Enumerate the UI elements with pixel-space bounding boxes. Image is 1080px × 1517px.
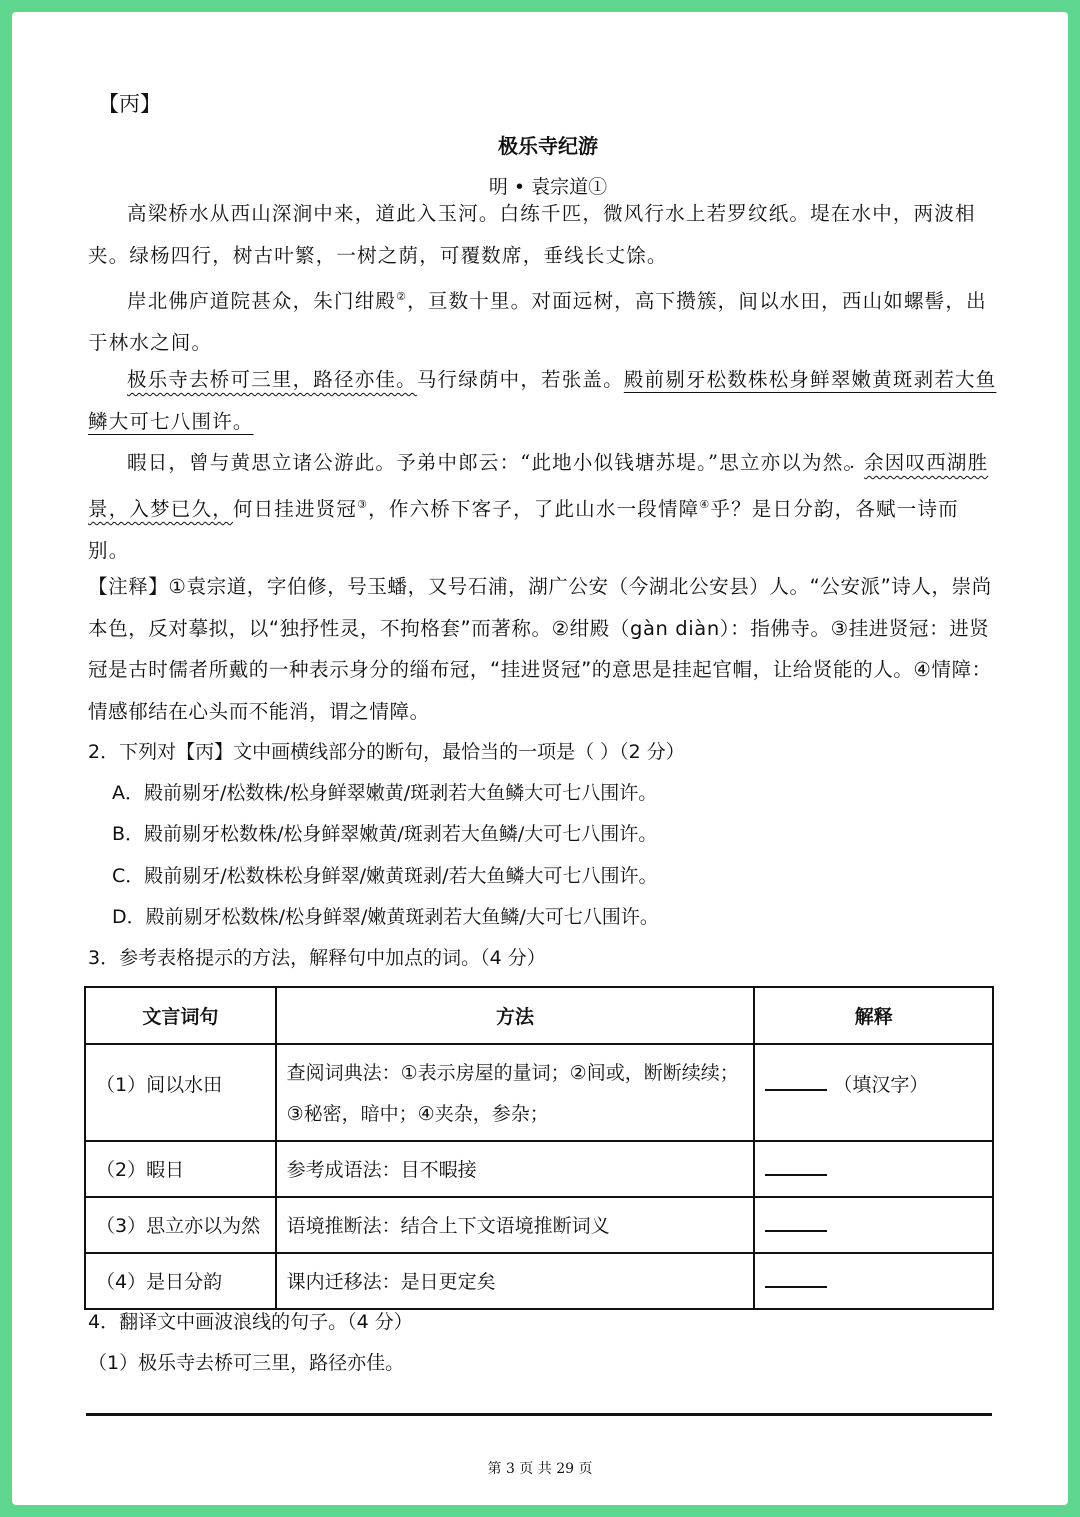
table-header: 文言词句 — [85, 987, 276, 1044]
answer-cell[interactable] — [754, 1044, 993, 1141]
text: 何日挂进贤冠 — [232, 497, 358, 520]
table-row — [85, 1141, 993, 1197]
underlined-sentence: 殿前剔牙松数株松身鲜翠嫩黄斑剥若大鱼鳞大可七八围许。 — [88, 368, 997, 433]
table-row — [85, 1197, 993, 1253]
option-a[interactable]: A．殿前剔牙/松数株/松身鲜翠嫩黄/斑剥若大鱼鳞大可七八围许。 — [112, 782, 658, 804]
text: 日 — [165, 1159, 185, 1181]
method-cell — [276, 1141, 755, 1197]
footnote-ref: ③ — [357, 497, 369, 511]
text: 乎？是日 — [710, 497, 794, 520]
answer-cell[interactable] — [754, 1141, 993, 1197]
text: 以水田，西山如螺髻，出于林水之间。 — [88, 289, 987, 354]
answer-line[interactable] — [86, 1413, 992, 1416]
dotted-word: 定 · — [458, 1271, 477, 1293]
passage-title: 极乐寺纪游 — [498, 134, 598, 158]
dotted-word: 间 · — [146, 1074, 165, 1096]
phrase-cell — [85, 1044, 276, 1141]
phrase-cell — [85, 1141, 276, 1197]
table-header: 方法 — [276, 987, 755, 1044]
option-b[interactable]: B．殿前剔牙松数株/松身鲜翠嫩黄/斑剥若大鱼鳞/大可七八围许。 — [112, 823, 658, 845]
passage-author: 明 • 袁宗道① — [488, 176, 608, 198]
question-4-sub-1: （1）极乐寺去桥可三里，路径亦佳。 — [88, 1352, 405, 1374]
wavy-underlined-sentence: 余因叹西湖胜景，入梦已久， — [88, 451, 989, 520]
table-header: 解释 — [754, 987, 993, 1044]
text: 接 — [457, 1159, 477, 1181]
text: （3）思立亦以为 — [96, 1215, 242, 1237]
text: 韵 — [203, 1271, 223, 1293]
text: 岸北佛庐道院甚众，朱门绀殿 — [127, 289, 397, 313]
footnote-ref: ② — [396, 290, 408, 303]
method-cell — [276, 1253, 755, 1309]
text: ，亘数十里。对面远树，高下攒簇， — [407, 289, 739, 313]
dotted-word: 然 · — [823, 451, 844, 474]
question-3-stem: 3．参考表格提示的方法，解释句中加点的词。（4 分） — [88, 947, 546, 969]
dotted-word: 暇 · — [127, 451, 148, 474]
text: 马行绿荫中，若张盖。 — [416, 368, 624, 391]
answer-blank[interactable] — [765, 1067, 827, 1091]
text: 参考成语法：目不 — [286, 1159, 439, 1181]
text: （1） — [96, 1074, 147, 1096]
paragraph-4 — [88, 442, 998, 571]
section-tag: 【丙】 — [98, 92, 161, 116]
option-c[interactable]: C．殿前剔牙/松数株松身鲜翠/嫩黄斑剥/若大鱼鳞大可七八围许。 — [112, 865, 658, 887]
phrase-cell — [85, 1197, 276, 1253]
table-header-row — [85, 987, 993, 1044]
table-row — [85, 1253, 993, 1309]
dotted-word: 分 · — [184, 1271, 203, 1293]
answer-table — [84, 986, 994, 1310]
dotted-word: 分 · — [793, 497, 814, 520]
answer-cell[interactable] — [754, 1253, 993, 1309]
table-row — [85, 1044, 993, 1141]
answer-blank[interactable] — [765, 1152, 827, 1176]
answer-blank[interactable] — [765, 1208, 827, 1232]
answer-cell[interactable] — [754, 1197, 993, 1253]
text: ，作六桥下客子，了此山水一段情障 — [368, 497, 700, 520]
paragraph-2 — [88, 276, 998, 364]
text: （2） — [96, 1159, 147, 1181]
text: 矣 — [476, 1271, 496, 1293]
dotted-word: 然 · — [241, 1215, 260, 1237]
answer-blank[interactable] — [765, 1264, 827, 1288]
paragraph-1: 高梁桥水从西山深涧中来，道此入玉河。白练千匹，微风行水上若罗纹纸。堤在水中，两波相夹。绿杨四行，树古叶繁，一树之荫，可覆数席，垂线长丈馀。 — [88, 202, 976, 267]
dotted-word: 间 · — [738, 290, 759, 313]
question-2-stem: 2．下列对【丙】文中画横线部分的断句，最恰当的一项是（ ）（2 分） — [88, 741, 685, 763]
text: 以水田 — [165, 1074, 223, 1096]
notes-label: 【注释】 — [88, 575, 169, 598]
dotted-word: 暇 · — [146, 1159, 165, 1181]
wavy-underlined-sentence: 极乐寺去桥可三里，路径亦佳。 — [127, 368, 417, 391]
question-4-stem: 4．翻译文中画波浪线的句子。（4 分） — [88, 1311, 413, 1333]
notes-text: ①袁宗道，字伯修，号玉蟠，又号石浦，湖广公安（今湖北公安县）人。“公安派”诗人，崇尚本色，反对摹拟，以“独抒性灵，不拘格套”而著称。②绀殿（gàn diàn）：指佛寺。③挂进贤冠：进贤冠是古时儒者所戴的一种表示身分的缁布冠，“挂进贤冠”的意思是挂起官帽，让给贤能的人。④情障：情感郁结在心头而不能消，谓之情障。 — [88, 575, 992, 723]
option-d[interactable]: D．殿前剔牙松数株/松身鲜翠/嫩黄斑剥若大鱼鳞/大可七八围许。 — [112, 906, 659, 928]
phrase-cell — [85, 1253, 276, 1309]
text: 韵，各赋一诗而别。 — [88, 497, 959, 562]
text: （4）是日 — [96, 1271, 185, 1293]
document-page — [12, 12, 1068, 1505]
dotted-word: 暇 · — [439, 1159, 458, 1181]
text: 。 — [843, 451, 865, 474]
method-cell: 查阅词典法：①表示房屋的量词；②间或，断断续续；③秘密，暗中；④夹杂，参杂； — [276, 1044, 755, 1141]
answer-hint: （填汉字） — [833, 1074, 929, 1096]
page-footer: 第 3 页 共 29 页 — [487, 1461, 593, 1477]
text: 日，曾与黄思立诸公游此。予弟中郎云：“此地小似钱塘苏堤。”思立亦以为 — [147, 451, 823, 474]
text: 课内迁移法：是日更 — [286, 1271, 458, 1293]
paragraph-3 — [88, 359, 998, 442]
method-cell: 语境推断法：结合上下文语境推断词义 — [276, 1197, 755, 1253]
footnote-ref: ④ — [699, 497, 711, 511]
notes — [88, 566, 1008, 732]
